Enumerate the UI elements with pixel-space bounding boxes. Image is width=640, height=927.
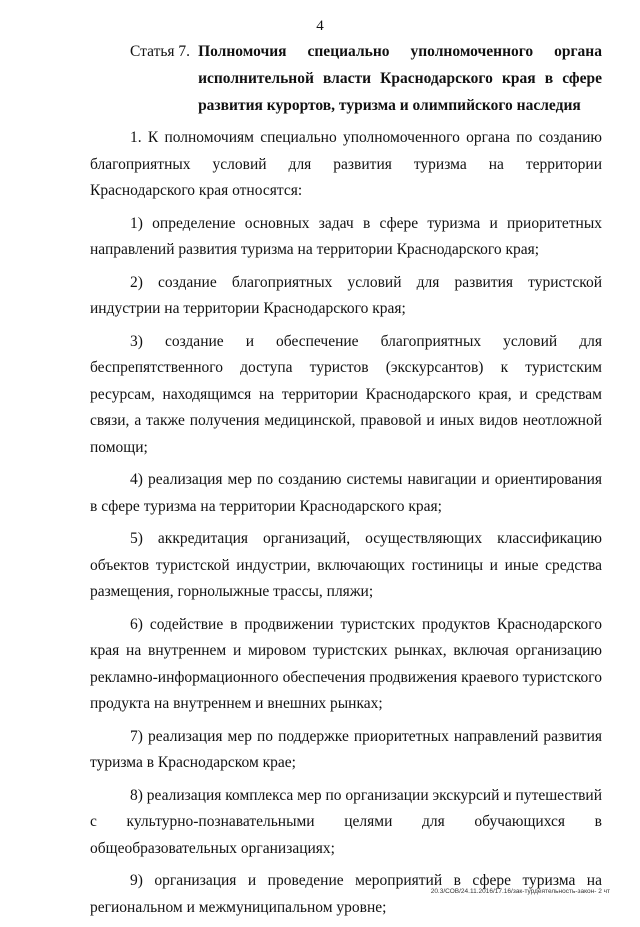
paragraph-item-9: 9) организация и проведение мероприятий в сфере туризма на региональном и межмуниципальном уровне; — [90, 872, 602, 916]
paragraph-item-5: 5) аккредитация организаций, осуществляющих классификацию объектов туристской индустрии, включающих гостиницы и иные средства размещения, горнолыжные трассы, пляжи; — [90, 530, 602, 600]
paragraph-item-4: 4) реализация мер по созданию системы навигации и ориентирования в сфере туризма на территории Краснодарского края; — [90, 471, 602, 515]
paragraph-item-2: 2) создание благоприятных условий для развития туристской индустрии на территории Краснодарского края; — [90, 273, 602, 317]
paragraph-item-7: 7) реализация мер по поддержке приоритетных направлений развития туризма в Краснодарском крае; — [90, 727, 602, 771]
article-label: Статья 7. — [130, 43, 191, 60]
paragraph-item-8: 8) реализация комплекса мер по организации экскурсий и путешествий с культурно-познавательными целями для обучающихся в общеобразовательных организациях; — [90, 786, 602, 857]
article-heading — [90, 38, 602, 119]
footer-file-reference: 20.3/СОВ/24.11.2016/17.16/зак-турдеятельность-закон- 2 чт — [430, 888, 610, 895]
paragraph-intro: 1. К полномочиям специально уполномоченного органа по созданию благоприятных условий для развития туризма на территории Краснодарского края относятся: — [90, 129, 602, 199]
article-title: Полномочия специально уполномоченного органа исполнительной власти Краснодарского края в сфере развития курортов, туризма и олимпийского наследия — [198, 43, 602, 114]
paragraph-item-1: 1) определение основных задач в сфере туризма и приоритетных направлений развития туризма на территории Краснодарского края; — [90, 214, 602, 258]
page-number: 4 — [316, 18, 324, 34]
paragraph-item-6: 6) содействие в продвижении туристских продуктов Краснодарского края на внутреннем и мировом туристских рынках, включая организацию рекламно-информационного обеспечения продвижения краевого туристского продукта на внутреннем и внешних рынках; — [90, 615, 602, 712]
article-body — [90, 125, 602, 921]
article-section — [90, 38, 602, 927]
paragraph-item-3: 3) создание и обеспечение благоприятных условий для беспрепятственного доступа туристов (экскурсантов) к туристским ресурсам, находящимся на территории Краснодарского края, и средствам связи, а также получения медицинской, правовой и иных видов неотложной помощи; — [90, 332, 602, 456]
